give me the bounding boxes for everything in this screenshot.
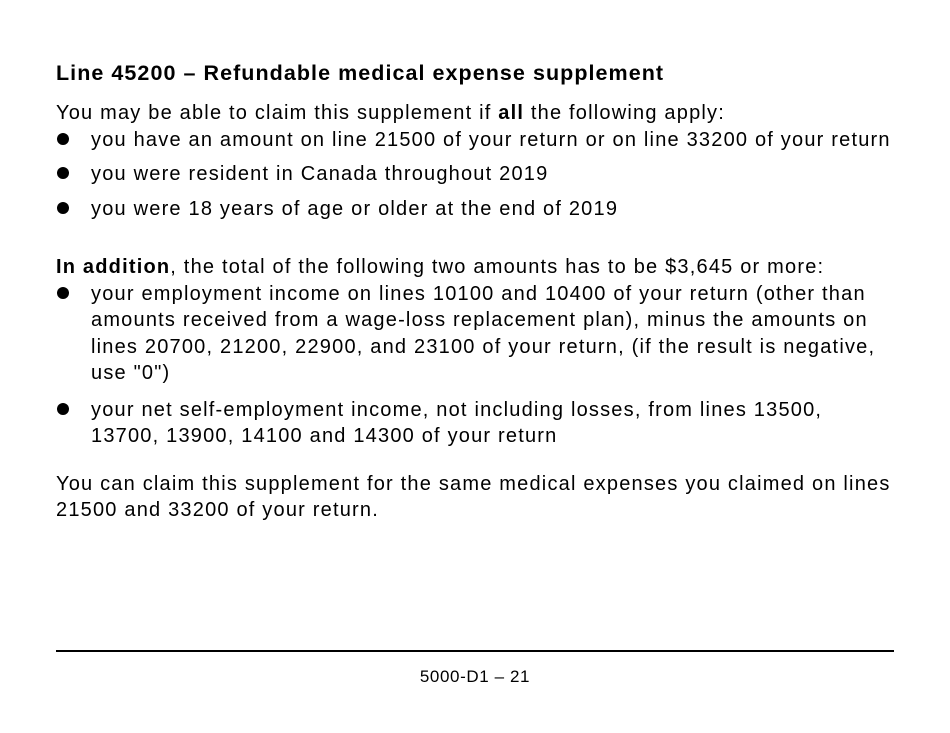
intro-text-before: You may be able to claim this supplement if (56, 102, 499, 124)
list-item (56, 161, 896, 188)
closing-paragraph: You can claim this supplement for the same medical expenses you claimed on lines 21500 and 33200 of your return. (56, 472, 891, 521)
list-item-text: your employment income on lines 10100 and 10400 of your return (other than amounts received from a wage-loss replacement plan), minus the amounts on lines 20700, 21200, 22900, and 23100 of your return, (if the result is negative, use "0") (91, 282, 876, 384)
intro-paragraph (56, 100, 896, 127)
list-item (56, 281, 896, 387)
list-item-text: your net self-employment income, not including losses, from lines 13500, 13700, 13900, 14100 and 14300 of your return (91, 398, 823, 447)
addition-text: , the total of the following two amounts has to be $3,645 or more: (170, 256, 825, 278)
list-item (56, 196, 896, 223)
bullet-icon (57, 133, 69, 145)
amounts-list (56, 281, 896, 450)
document-page (56, 58, 896, 524)
footer-divider (56, 650, 894, 652)
intro-emphasis: all (498, 102, 525, 124)
bullet-icon (57, 403, 69, 415)
list-item (56, 397, 896, 450)
list-item-text: you were 18 years of age or older at the end of 2019 (91, 197, 619, 220)
list-item (56, 127, 896, 154)
bullet-icon (57, 167, 69, 179)
section-heading: Line 45200 – Refundable medical expense supplement (56, 61, 665, 85)
bullet-icon (57, 287, 69, 299)
bullet-icon (57, 202, 69, 214)
list-item-text: you were resident in Canada throughout 2019 (91, 163, 549, 185)
page-number: 5000-D1 – 21 (419, 667, 531, 686)
addition-paragraph (56, 254, 896, 281)
conditions-list (56, 127, 896, 223)
intro-text-after: the following apply: (524, 102, 725, 124)
addition-emphasis: In addition (56, 256, 171, 278)
list-item-text: you have an amount on line 21500 of your return or on line 33200 of your return (91, 128, 891, 151)
